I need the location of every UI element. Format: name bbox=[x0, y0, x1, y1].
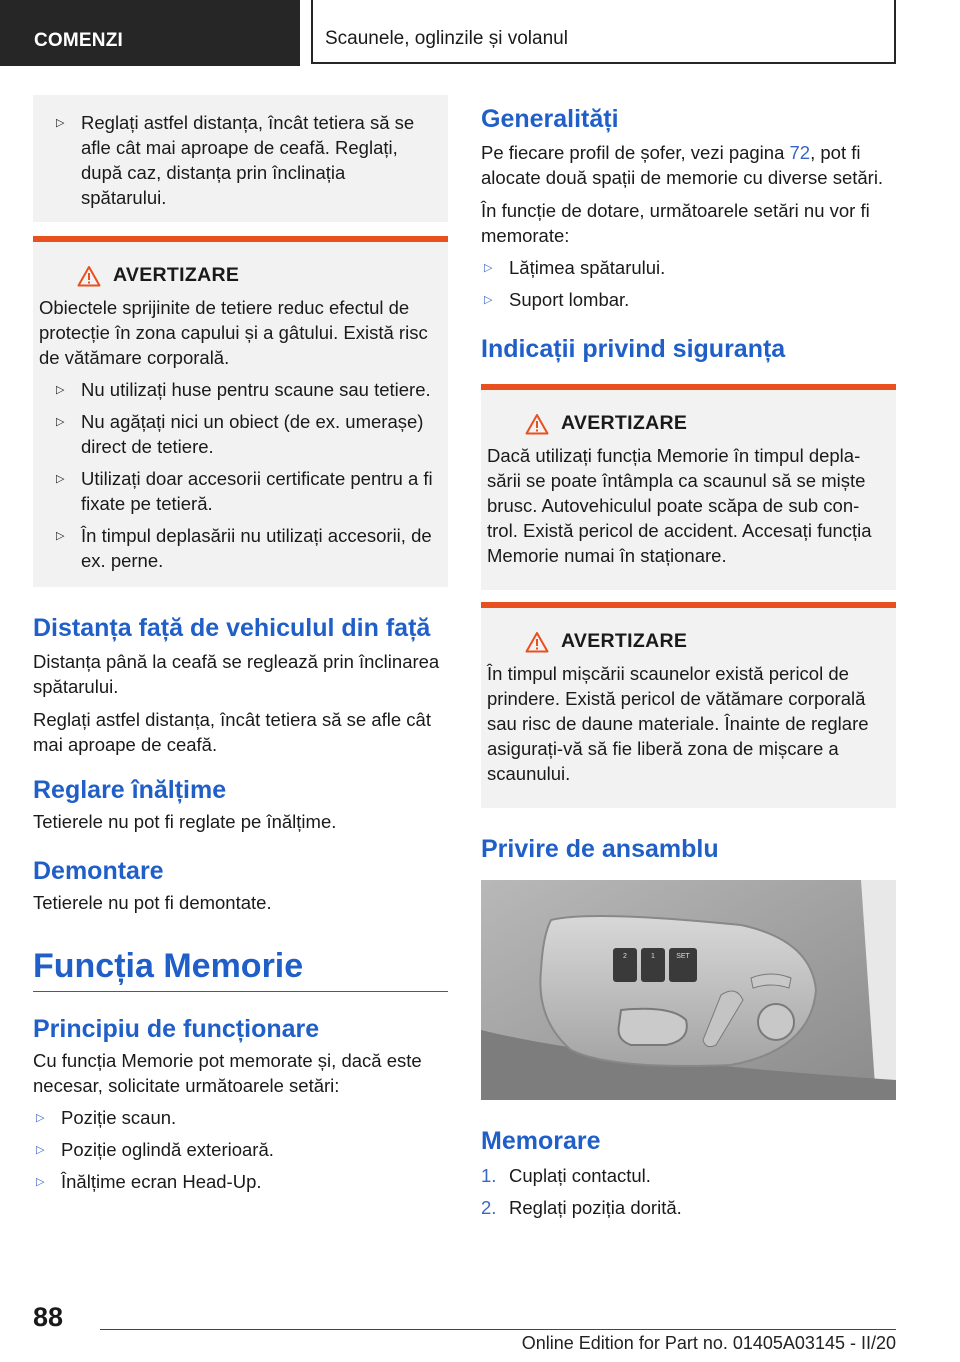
distance-heading: Distanța față de vehiculul din față bbox=[33, 614, 431, 642]
list-item: ▷ Nu agățați nici un obiect (de ex. umerașe) direct de tetiere. bbox=[56, 411, 424, 457]
step-item: 1. Cuplați contactul. bbox=[481, 1165, 651, 1186]
paragraph: În funcție de dotare, următoarele setări nu vor fi memorate: bbox=[481, 200, 870, 246]
paragraph: Distanța până la ceafă se reglează prin înclinarea spătarului. bbox=[33, 651, 440, 697]
triangle-bullet-icon: ▷ bbox=[484, 294, 493, 306]
warning-text: Obiectele sprijinite de tetiere reduc efectul de protecție în zona capului și a gâtului. Există risc de vătămare corporală. bbox=[39, 297, 428, 368]
right-column bbox=[481, 104, 896, 1220]
page-number: 88 bbox=[33, 1302, 64, 1332]
triangle-bullet-icon: ▷ bbox=[56, 416, 65, 428]
triangle-bullet-icon: ▷ bbox=[56, 473, 65, 485]
set-button-label: SET bbox=[676, 953, 690, 960]
edition-text: Online Edition for Part no. 01405A03145 - II/20 bbox=[521, 1333, 896, 1353]
paragraph: Tetierele nu pot fi reglate pe înălțime. bbox=[33, 811, 337, 832]
intro-note-box bbox=[33, 95, 448, 222]
left-column bbox=[33, 95, 448, 1194]
warning-box bbox=[481, 384, 896, 590]
memory-heading: Funcția Memorie bbox=[33, 945, 448, 992]
height-heading: Reglare înălțime bbox=[33, 776, 227, 804]
page-link[interactable]: 72 bbox=[789, 142, 811, 163]
warning-box bbox=[481, 602, 896, 808]
warning-title: AVERTIZARE bbox=[77, 264, 438, 287]
warning-text: Dacă utilizați funcția Memorie în timpul depla-sării se poate întâmpla ca scaunul să se miște brusc. Autovehiculul poate scăpa de sub con-trol. Există pericol de accident. Accesați funcția Memorie numai în staționare. bbox=[487, 445, 872, 566]
step-item: 2. Reglați poziția dorită. bbox=[481, 1197, 682, 1218]
list-item: ▷ Lățimea spătarului. bbox=[481, 255, 896, 280]
triangle-bullet-icon: ▷ bbox=[56, 530, 65, 542]
page-header bbox=[0, 0, 960, 66]
list-item: ▷ Nu utilizați huse pentru scaune sau tetiere. bbox=[39, 377, 438, 402]
general-heading: Generalități bbox=[481, 105, 619, 133]
triangle-bullet-icon: ▷ bbox=[36, 1176, 45, 1188]
list-item: ▷ Suport lombar. bbox=[481, 287, 896, 312]
save-heading: Memorare bbox=[481, 1127, 601, 1155]
list-item: ▷ Poziție scaun. bbox=[33, 1105, 448, 1130]
section-tab: COMENZI bbox=[0, 0, 300, 66]
warning-triangle-icon bbox=[525, 631, 549, 653]
triangle-bullet-icon: ▷ bbox=[36, 1112, 45, 1124]
paragraph: Tetierele nu pot fi demontate. bbox=[33, 892, 272, 913]
paragraph: Cu funcția Memorie pot memorate și, dacă este necesar, solicitate următoarele setări: bbox=[33, 1050, 422, 1096]
paragraph: Reglați astfel distanța, încât tetiera să se afle cât mai aproape de ceafă. bbox=[33, 709, 431, 755]
overview-heading: Privire de ansamblu bbox=[481, 835, 719, 863]
warning-triangle-icon bbox=[525, 413, 549, 435]
list-item: ▷ Reglați astfel distanța, încât tetiera să se afle cât mai aproape de ceafă. Reglați, după caz, distanța prin înclinația spătarului. bbox=[56, 112, 415, 208]
warning-text: În timpul mișcării scaunelor există pericol de prindere. Există pericol de vătămare corporală sau risc de daune materiale. Înainte de reglare asigurați-vă să fie liberă zona de mișcare a scaunului. bbox=[487, 663, 869, 784]
warning-title: AVERTIZARE bbox=[525, 412, 886, 435]
removal-heading: Demontare bbox=[33, 857, 164, 885]
triangle-bullet-icon: ▷ bbox=[56, 384, 65, 396]
memory-button-1-label: 1 bbox=[651, 953, 655, 960]
triangle-bullet-icon: ▷ bbox=[56, 117, 65, 129]
triangle-bullet-icon: ▷ bbox=[36, 1144, 45, 1156]
triangle-bullet-icon: ▷ bbox=[484, 262, 493, 274]
warning-title: AVERTIZARE bbox=[525, 630, 886, 653]
seat-controls-photo bbox=[481, 880, 896, 1100]
list-item: ▷ Utilizați doar accesorii certificate pentru a fi fixate pe tetieră. bbox=[56, 468, 433, 514]
list-item: ▷ Poziție oglindă exterioară. bbox=[33, 1137, 448, 1162]
paragraph: Pe fiecare profil de șofer, vezi pagina 72, pot fi alocate două spații de memorie cu diverse setări. bbox=[481, 142, 884, 188]
chapter-title: Scaunele, oglinzile și volanul bbox=[311, 0, 896, 64]
seat-controls-illustration bbox=[481, 880, 896, 1100]
warning-box bbox=[33, 236, 448, 587]
warning-triangle-icon bbox=[77, 265, 101, 287]
memory-button-2-label: 2 bbox=[623, 953, 627, 960]
list-item: ▷ În timpul deplasării nu utilizați accesorii, de ex. perne. bbox=[56, 525, 432, 571]
footer-divider bbox=[100, 1329, 896, 1330]
list-item: ▷ Înălțime ecran Head-Up. bbox=[33, 1169, 448, 1194]
safety-heading: Indicații privind siguranța bbox=[481, 335, 786, 363]
principle-heading: Principiu de funcționare bbox=[33, 1015, 320, 1043]
